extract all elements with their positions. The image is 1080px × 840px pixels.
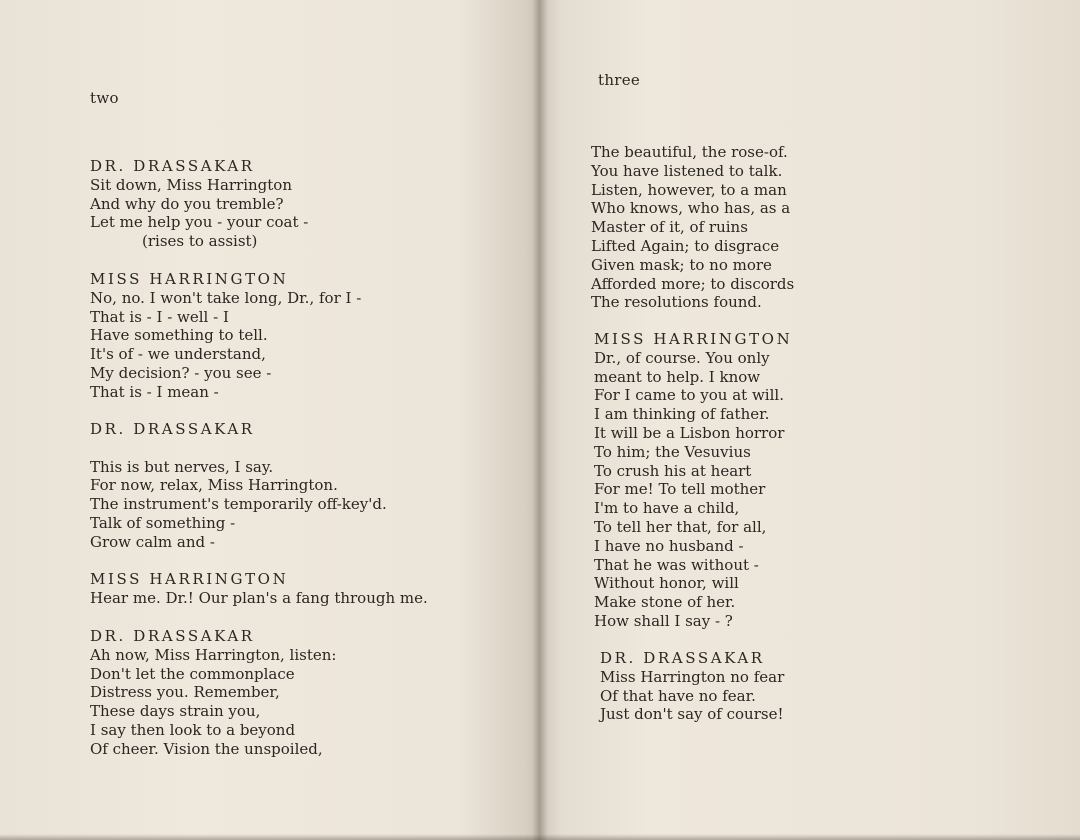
dialogue-line: For I came to you at will. bbox=[594, 386, 784, 405]
dialogue-line: Who knows, who has, as a bbox=[591, 199, 791, 218]
dialogue-line: Master of it, of ruins bbox=[591, 218, 748, 237]
dialogue-line: My decision? - you see - bbox=[90, 363, 272, 382]
dialogue-line: Lifted Again; to disgrace bbox=[591, 236, 780, 255]
page-number-right: three bbox=[598, 71, 641, 89]
speaker-name: MISS HARRINGTON bbox=[90, 570, 289, 588]
dialogue-line: Hear me. Dr.! Our plan's a fang through me. bbox=[90, 588, 428, 607]
dialogue-block bbox=[591, 143, 794, 312]
dialogue-line: You have listened to talk. bbox=[591, 161, 783, 180]
dialogue-block bbox=[90, 570, 428, 608]
dialogue-line: Make stone of her. bbox=[594, 593, 736, 612]
dialogue-block bbox=[90, 157, 308, 251]
dialogue-line: Ah now, Miss Harrington, listen: bbox=[90, 645, 337, 664]
dialogue-line: meant to help. I know bbox=[594, 367, 761, 386]
dialogue-block bbox=[90, 270, 361, 402]
dialogue-line: Of that have no fear. bbox=[600, 686, 756, 705]
dialogue-line: That he was without - bbox=[594, 555, 759, 574]
speaker-name: MISS HARRINGTON bbox=[90, 270, 289, 288]
dialogue-line: Don't let the commonplace bbox=[90, 664, 295, 683]
stage-direction: (rises to assist) bbox=[142, 232, 258, 251]
dialogue-line: I am thinking of father. bbox=[594, 405, 770, 424]
dialogue-line: Distress you. Remember, bbox=[90, 683, 280, 702]
dialogue-line: These days strain you, bbox=[90, 702, 261, 721]
speaker-name: DR. DRASSAKAR bbox=[600, 649, 765, 667]
dialogue-line: That is - I mean - bbox=[90, 382, 219, 401]
dialogue-line: This is but nerves, I say. bbox=[90, 457, 274, 476]
page-edge-shadow bbox=[0, 834, 1080, 840]
dialogue-line: To tell her that, for all, bbox=[594, 517, 767, 536]
dialogue-line: Sit down, Miss Harrington bbox=[90, 175, 293, 194]
dialogue-line: Talk of something - bbox=[90, 513, 236, 532]
dialogue-line: I say then look to a beyond bbox=[90, 720, 296, 739]
dialogue-line: It's of - we understand, bbox=[90, 345, 266, 364]
dialogue-block bbox=[600, 649, 784, 724]
dialogue-line: How shall I say - ? bbox=[594, 611, 733, 630]
dialogue-line: And why do you tremble? bbox=[90, 194, 284, 213]
dialogue-line: Given mask; to no more bbox=[591, 255, 772, 274]
dialogue-line: Of cheer. Vision the unspoiled, bbox=[90, 739, 323, 758]
dialogue-line: That is - I - well - I bbox=[90, 307, 229, 326]
dialogue-line: Listen, however, to a man bbox=[591, 180, 787, 199]
dialogue-block bbox=[90, 627, 336, 759]
dialogue-line: It will be a Lisbon horror bbox=[594, 423, 785, 442]
dialogue-line: No, no. I won't take long, Dr., for I - bbox=[90, 288, 362, 307]
dialogue-line: Have something to tell. bbox=[90, 326, 268, 345]
dialogue-line: The beautiful, the rose-of. bbox=[591, 143, 788, 161]
dialogue-block bbox=[594, 330, 792, 631]
dialogue-line: Afforded more; to discords bbox=[591, 274, 795, 293]
speaker-name: MISS HARRINGTON bbox=[594, 330, 793, 348]
right-page bbox=[540, 0, 1080, 840]
dialogue-line: Let me help you - your coat - bbox=[90, 213, 309, 232]
dialogue-line: I have no husband - bbox=[594, 536, 744, 555]
dialogue-line: Miss Harrington no fear bbox=[600, 667, 785, 686]
dialogue-line: The resolutions found. bbox=[591, 293, 762, 312]
dialogue-line: To him; the Vesuvius bbox=[594, 442, 751, 461]
speaker-name: DR. DRASSAKAR bbox=[90, 157, 255, 175]
page-number-left: two bbox=[90, 89, 119, 107]
dialogue-line: I'm to have a child, bbox=[594, 499, 740, 518]
dialogue-line: The instrument's temporarily off-key'd. bbox=[90, 495, 387, 514]
dialogue-line: Dr., of course. You only bbox=[594, 348, 770, 367]
dialogue-line: Without honor, will bbox=[594, 574, 739, 593]
dialogue-line: For me! To tell mother bbox=[594, 480, 766, 499]
speaker-name: DR. DRASSAKAR bbox=[90, 420, 255, 438]
dialogue-line: Just don't say of course! bbox=[600, 705, 784, 724]
dialogue-line: To crush his at heart bbox=[594, 461, 752, 480]
dialogue-line: Grow calm and - bbox=[90, 532, 215, 551]
dialogue-line: For now, relax, Miss Harrington. bbox=[90, 476, 338, 495]
dialogue-block bbox=[90, 420, 387, 552]
speaker-name: DR. DRASSAKAR bbox=[90, 627, 255, 645]
